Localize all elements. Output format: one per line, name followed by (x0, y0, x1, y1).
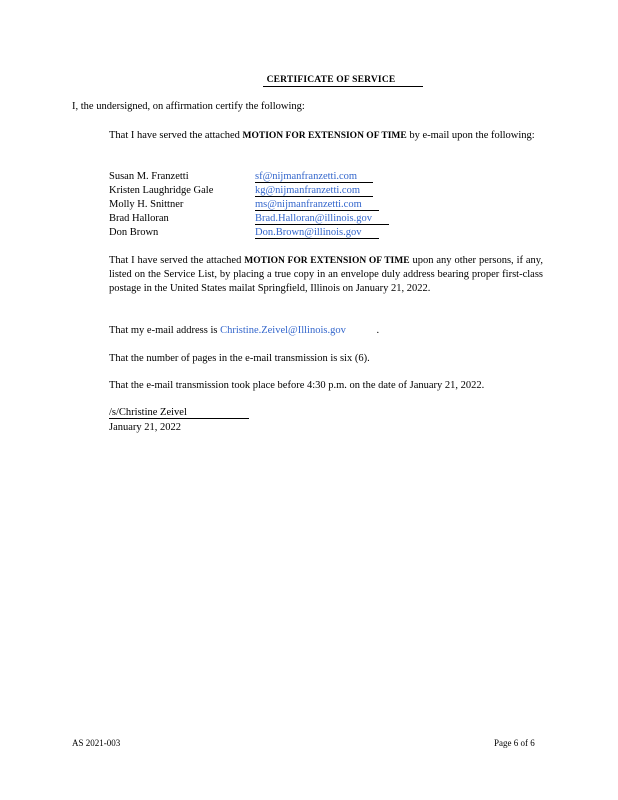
service-email-link[interactable]: Don.Brown@illinois.gov (255, 227, 379, 239)
sender-email-link[interactable]: Christine.Zeivel@Illinois.gov (220, 325, 346, 336)
transmission-time-paragraph: That the e-mail transmission took place before 4:30 p.m. on the date of January 21, 2022. (109, 380, 485, 391)
served-motion-mail-paragraph (109, 254, 543, 296)
signature-line (109, 407, 249, 419)
service-name: Don Brown (109, 227, 159, 238)
signature: /s/Christine Zeivel (109, 407, 187, 418)
para3-suffix: . (376, 325, 380, 336)
footer-page-number: Page 6 of 6 (494, 738, 535, 748)
para2-suffix: upon any other persons, if any, listed on the Service List, by placing a true copy in an envelope duly address bearing proper first-class postage in the United States mailat Springfield, Illinois on January 21, 2022. (109, 255, 543, 294)
para1-prefix: That I have served the attached (109, 130, 240, 141)
para3-prefix: That my e-mail address is (109, 325, 218, 336)
service-name: Kristen Laughridge Gale (109, 185, 214, 196)
signature-date: January 21, 2022 (109, 422, 182, 433)
certificate-title-text: CERTIFICATE OF SERVICE (263, 75, 424, 87)
service-name: Brad Halloran (109, 213, 169, 224)
email-address-paragraph (109, 325, 379, 336)
para2-motion: MOTION FOR EXTENSION OF TIME (244, 256, 410, 266)
page-count-paragraph: That the number of pages in the e-mail transmission is six (6). (109, 353, 370, 364)
footer-case-number: AS 2021-003 (72, 738, 121, 748)
intro-text: I, the undersigned, on affirmation certify the following: (72, 101, 305, 112)
para1-motion: MOTION FOR EXTENSION OF TIME (242, 131, 407, 141)
service-email-link[interactable]: Brad.Halloran@illinois.gov (255, 213, 389, 225)
service-name: Susan M. Franzetti (109, 171, 189, 182)
service-email-link[interactable]: kg@nijmanfranzetti.com (255, 185, 373, 197)
service-name: Molly H. Snittner (109, 199, 184, 210)
served-motion-email-paragraph (109, 129, 543, 143)
para2-prefix: That I have served the attached (109, 255, 242, 266)
certificate-title (0, 75, 618, 87)
service-email-link[interactable]: ms@nijmanfranzetti.com (255, 199, 379, 211)
para1-suffix: by e-mail upon the following: (409, 130, 535, 141)
service-email-link[interactable]: sf@nijmanfranzetti.com (255, 171, 373, 183)
